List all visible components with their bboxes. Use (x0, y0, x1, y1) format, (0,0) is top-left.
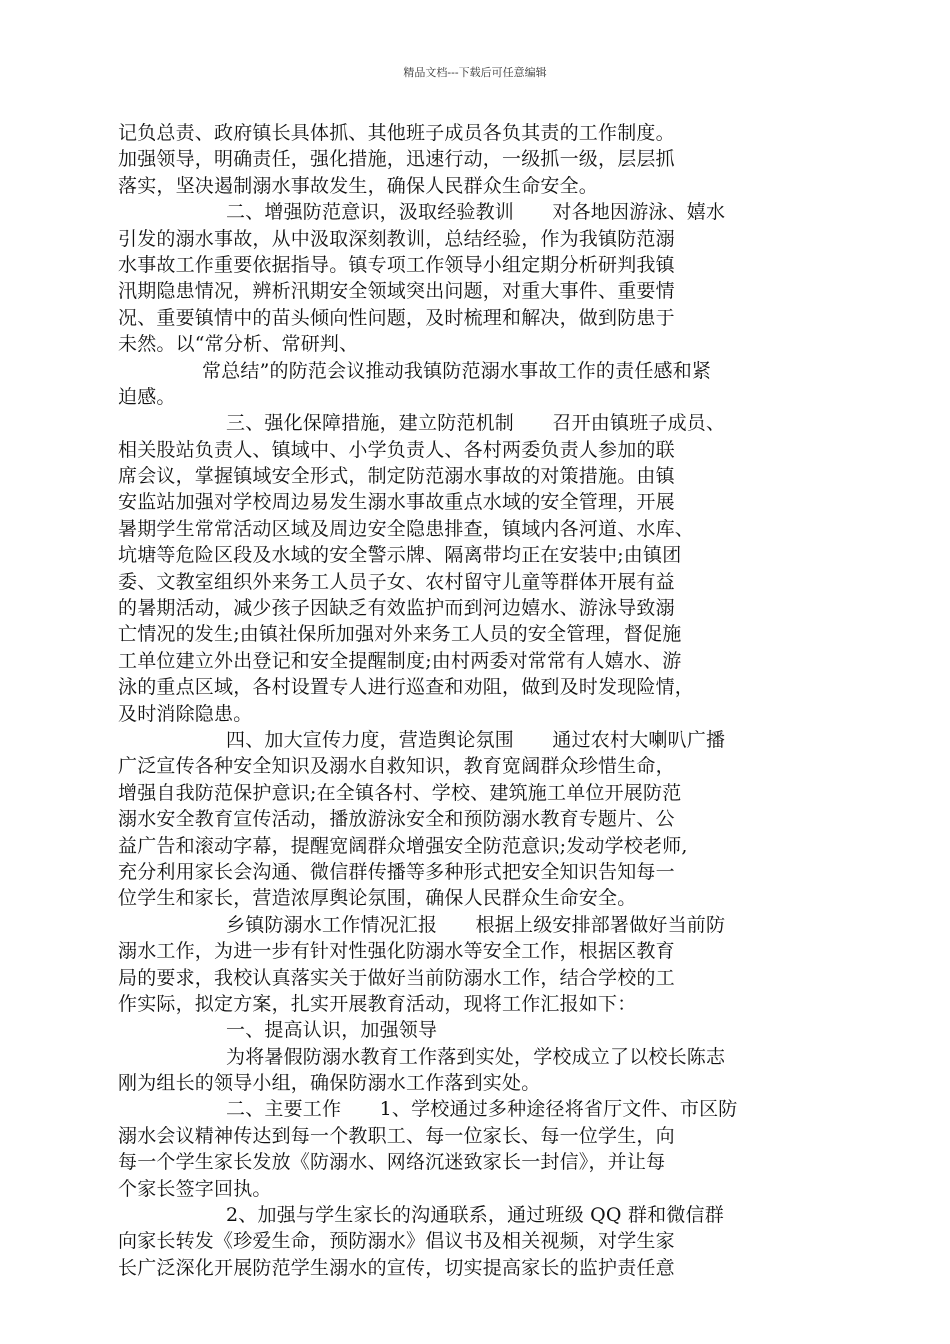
text-line: 向家长转发《珍爱生命，预防溺水》倡议书及相关视频，对学生家 (118, 1230, 675, 1253)
text-line: 工单位建立外出登记和安全提醒制度;由村两委对常常有人嬉水、游 (118, 649, 682, 672)
text-line: 位学生和家长，营造浓厚舆论氛围，确保人民群众生命安全。 (118, 887, 637, 910)
text-line: 及时消除隐患。 (118, 702, 253, 725)
text-line: 相关股站负责人、镇域中、小学负责人、各村两委负责人参加的联 (118, 438, 675, 461)
text-line: 落实，坚决遏制溺水事故发生，确保人民群众生命安全。 (118, 174, 599, 197)
text-line: 水事故工作重要依据指导。镇专项工作领导小组定期分析研判我镇 (118, 253, 675, 276)
text-line: 溺水会议精神传达到每一个教职工、每一位家长、每一位学生，向 (118, 1124, 675, 1147)
text-line: 暑期学生常常活动区域及周边安全隐患排查，镇域内各河道、水库、 (118, 517, 695, 540)
text-line: 的暑期活动，减少孩子因缺乏有效监护而到河边嬉水、游泳导致溺 (118, 597, 675, 620)
text-line: 为将暑假防溺水教育工作落到实处，学校成立了以校长陈志 (226, 1045, 726, 1068)
text-line: 安监站加强对学校周边易发生溺水事故重点水域的安全管理，开展 (118, 491, 675, 514)
text-line: 每一个学生家长发放《防溺水、网络沉迷致家长一封信》，并让每 (118, 1151, 666, 1174)
text-line: 益广告和滚动字幕，提醒宽阔群众增强安全防范意识;发动学校老师, (118, 834, 688, 857)
text-line: 局的要求，我校认真落实关于做好当前防溺水工作，结合学校的工 (118, 966, 675, 989)
text-line: 增强自我防范保护意识;在全镇各村、学校、建筑施工单位开展防范 (118, 781, 682, 804)
text-line: 长广泛深化开展防范学生溺水的宣传，切实提高家长的监护责任意 (118, 1256, 675, 1279)
text-line: 席会议，掌握镇域安全形式，制定防范溺水事故的对策措施。由镇 (118, 465, 675, 488)
text-line: 充分利用家长会沟通、微信群传播等多种形式把安全知识告知每一 (118, 860, 675, 883)
text-line: 个家长签字回执。 (118, 1177, 272, 1200)
text-line: 泳的重点区域，各村设置专人进行巡查和劝阻，做到及时发现险情， (118, 676, 695, 699)
text-line: 三、强化保障措施，建立防范机制 召开由镇班子成员、 (226, 412, 726, 435)
page-header: 精品文档---下载后可任意编辑 (403, 66, 547, 79)
text-line: 坑塘等危险区段及水域的安全警示牌、隔离带均正在安装中;由镇团 (118, 544, 682, 567)
text-line: 迫感。 (118, 385, 176, 408)
text-line: 四、加大宣传力度，营造舆论氛围 通过农村大喇叭广播 (226, 728, 726, 751)
text-line: 一、提高认识，加强领导 (226, 1019, 438, 1042)
text-line: 未然。以“常分析、常研判、 (118, 333, 359, 356)
text-line: 2、加强与学生家长的沟通联系，通过班级 QQ 群和微信群 (226, 1204, 724, 1227)
text-line: 况、重要镇情中的苗头倾向性问题，及时梳理和解决，做到防患于 (118, 306, 675, 329)
text-line: 刚为组长的领导小组，确保防溺水工作落到实处。 (118, 1072, 541, 1095)
document-body (118, 120, 832, 1281)
text-line: 二、增强防范意识，汲取经验教训 对各地因游泳、嬉水 (226, 201, 726, 224)
text-line: 亡情况的发生;由镇社保所加强对外来务工人员的安全管理，督促施 (118, 623, 682, 646)
text-line: 加强领导，明确责任，强化措施，迅速行动，一级抓一级，层层抓 (118, 148, 675, 171)
text-line: 广泛宣传各种安全知识及溺水自救知识，教育宽阔群众珍惜生命， (118, 755, 675, 778)
text-line: 常总结”的防范会议推动我镇防范溺水事故工作的责任感和紧 (202, 359, 712, 382)
text-line: 溺水安全教育宣传活动，播放游泳安全和预防溺水教育专题片、公 (118, 808, 675, 831)
text-line: 委、文教室组织外来务工人员子女、农村留守儿童等群体开展有益 (118, 570, 675, 593)
text-line: 汛期隐患情况，辨析汛期安全领域突出问题，对重大事件、重要情 (118, 280, 675, 303)
text-line: 作实际，拟定方案，扎实开展教育活动，现将工作汇报如下： (118, 992, 637, 1015)
text-line: 溺水工作，为进一步有针对性强化防溺水等安全工作，根据区教育 (118, 940, 675, 963)
text-line: 乡镇防溺水工作情况汇报 根据上级安排部署做好当前防 (226, 913, 726, 936)
text-line: 二、主要工作 1、学校通过多种途径将省厅文件、市区防 (226, 1098, 738, 1121)
text-line: 记负总责、政府镇长具体抓、其他班子成员各负其责的工作制度。 (118, 122, 675, 144)
text-line: 引发的溺水事故，从中汲取深刻教训，总结经验，作为我镇防范溺 (118, 227, 675, 250)
